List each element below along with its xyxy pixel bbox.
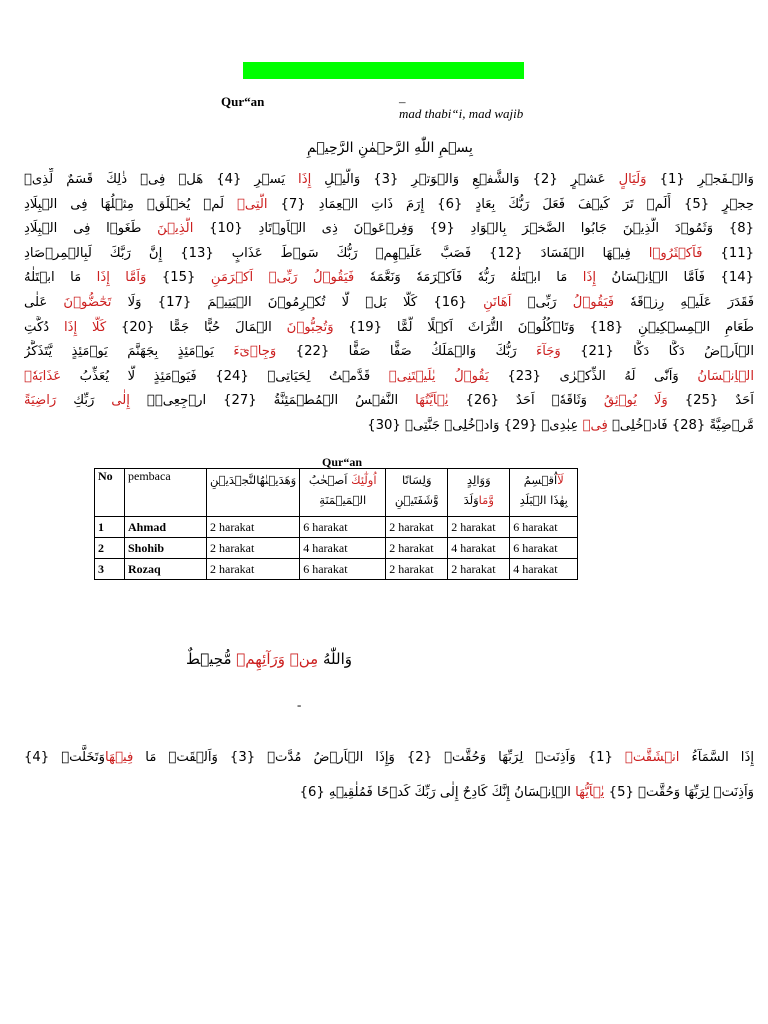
- verse-line: [24, 414, 754, 439]
- highlighted-tajwid-word: مِنۡ وَرَآئِهِمۡ: [236, 650, 319, 668]
- verse-line: [24, 316, 754, 341]
- verse-line: [24, 291, 754, 316]
- highlighted-tajwid-word: وَتُحِبُّوۡنَ: [286, 319, 334, 335]
- arabic-text: إِذَا السَّمَآءُ: [679, 750, 754, 765]
- cell-harakat: 6 harakat: [510, 538, 578, 559]
- highlighted-tajwid-word: يٰۤاَيَّتُهَا: [415, 393, 449, 409]
- verse-line: [24, 193, 754, 218]
- cell-no: 1: [95, 517, 125, 538]
- arabic-text: اَصۡحٰبُ: [308, 473, 352, 487]
- highlighted-tajwid-word: كَلَّا إِذَا: [63, 319, 107, 335]
- document-title: Qur“an: [221, 94, 265, 109]
- title-dash: –: [399, 94, 406, 109]
- header-no: No: [95, 469, 125, 517]
- cell-harakat: 4 harakat: [510, 559, 578, 580]
- highlighted-tajwid-word: إِذَا: [582, 270, 596, 286]
- arabic-text: وَاَذِنَتۡ لِرَبِّهَا وَحُقَّتۡ {5}: [604, 785, 754, 800]
- highlight-bar: [243, 62, 524, 79]
- arabic-text: رَبُّكَ وَالۡمَلَكُ صَفًّا صَفًّا {22}: [276, 344, 537, 360]
- surah-al-fajr-text: [24, 168, 754, 439]
- arabic-text: اُقۡسِمُ: [523, 473, 558, 487]
- highlighted-tajwid-word: وَجَآءَ: [536, 344, 561, 360]
- cell-reader: Shohib: [125, 538, 207, 559]
- highlighted-tajwid-word: اَهَانَنِ: [483, 294, 512, 310]
- highlighted-tajwid-word: فِىۡ: [582, 417, 608, 433]
- verse-line: [24, 168, 754, 193]
- header-reader: pembaca: [125, 469, 207, 517]
- cell-harakat: 2 harakat: [386, 538, 448, 559]
- highlighted-tajwid-word: فَيَقُوۡلُ: [572, 294, 614, 310]
- arabic-text: {8} وَثَمُوۡدَ الَّذِيۡنَ جَابُوا الصَّخۡرَ بِالۡوَادِ {9} وَفِرۡعَوۡنَ ذِى الۡاَوۡتَادِ {10}: [193, 221, 754, 237]
- arabic-text: طَغَوۡا فِى الۡبِلَادِ: [24, 221, 158, 237]
- table-row: [95, 538, 578, 559]
- arabic-text: طَعَامِ الۡمِسۡكِيۡنِ {18} وَتَاۡكُلُوۡنَ التُّرَاثَ اَكۡلًا لَّمًّا {19}: [333, 319, 754, 335]
- arabic-text: وَتَخَلَّتۡ {4}: [24, 750, 105, 765]
- highlighted-tajwid-word: الَّذِيۡنَ: [157, 221, 194, 237]
- highlighted-tajwid-word: انۡشَقَّتۡ: [624, 750, 680, 765]
- highlighted-tajwid-word: إِذَا: [298, 172, 312, 187]
- arabic-text: لَمۡ يُخۡلَقۡ مِثۡلُهَا فِى الۡبِلَادِ: [24, 196, 237, 212]
- cell-harakat: 2 harakat: [448, 559, 510, 580]
- highlighted-tajwid-word: وَاَمَّا إِذَا: [96, 270, 147, 286]
- verse-line: [24, 217, 754, 242]
- basmala: بِسۡمِ اللّٰهِ الرَّحۡمٰنِ الرَّحِيۡمِ: [307, 140, 473, 156]
- arabic-text: اَحَدٌ {25}: [667, 393, 754, 409]
- cell-reader: Rozaq: [125, 559, 207, 580]
- cell-harakat: 6 harakat: [300, 559, 386, 580]
- document-subtitle: mad thabi“i, mad wajib: [399, 106, 524, 121]
- cell-harakat: 6 harakat: [300, 517, 386, 538]
- table-title: Qur“an: [322, 455, 363, 469]
- arabic-text: الۡمَيۡمَنَةِ: [319, 493, 367, 507]
- header-verse-2: [300, 469, 386, 517]
- cell-harakat: 6 harakat: [510, 517, 578, 538]
- arabic-text: بِهٰذَا الۡبَلَدِ: [519, 493, 568, 507]
- verse-line: [24, 266, 754, 291]
- header-verse-4: [448, 469, 510, 517]
- highlighted-tajwid-word: الۡاِنۡسَانُ: [697, 368, 754, 384]
- highlighted-tajwid-word: يَقُوۡلُ يٰلَيۡتَنِىۡ: [388, 368, 489, 384]
- verse-line: [24, 340, 754, 365]
- cell-harakat: 2 harakat: [448, 517, 510, 538]
- verse-line: [24, 775, 754, 810]
- arabic-text: فِيۡهَا الۡفَسَادَ {12} فَصَبَّ عَلَيۡهِمۡ رَبُّكَ سَوۡطَ عَذَابٍ {13} إِنَّ رَبَّكَ لَبِالۡمِرۡصَادِ: [24, 245, 649, 261]
- arabic-text: النَّجۡدَيۡنِ: [210, 473, 260, 487]
- highlighted-tajwid-word: وَلَيَالٍ: [618, 172, 647, 187]
- cell-no: 3: [95, 559, 125, 580]
- separator-dash: -: [297, 697, 302, 712]
- highlighted-tajwid-word: الَّتِىۡ: [236, 196, 268, 212]
- arabic-text: وَاَنّٰى لَهُ الذِّكۡرٰى {23}: [488, 368, 698, 384]
- cell-harakat: 2 harakat: [207, 517, 300, 538]
- arabic-text: الۡمَالَ حُبًّا جَمًّا {20}: [106, 319, 287, 335]
- arabic-text: وَوَالِدٍ: [466, 473, 491, 487]
- highlighted-tajwid-word: عَذَابَهٗۤ: [24, 368, 62, 384]
- highlighted-tajwid-word: وَّمَا: [478, 493, 494, 507]
- highlighted-tajwid-word: فِيۡهَا: [104, 750, 134, 765]
- arabic-text: وَلَدَ: [463, 493, 479, 507]
- cell-no: 2: [95, 538, 125, 559]
- arabic-text: {14} فَاَمَّا الۡاِنۡسَانُ: [596, 270, 754, 286]
- arabic-text: مَا ابۡتَلٰهُ رَبُّهٗ فَاَكۡرَمَهٗ وَنَعَّمَهٗ: [354, 270, 583, 286]
- highlighted-tajwid-word: لَآ: [557, 473, 564, 487]
- arabic-text: وَثَاقَهٗۤ اَحَدٌ {26}: [448, 393, 604, 409]
- cell-harakat: 4 harakat: [300, 538, 386, 559]
- highlighted-tajwid-word: يٰۤاَيُّهَا: [575, 785, 605, 800]
- cell-harakat: 2 harakat: [386, 559, 448, 580]
- arabic-text: عَلٰى: [24, 294, 64, 310]
- cell-harakat: 2 harakat: [207, 559, 300, 580]
- verse-line: [24, 242, 754, 267]
- table-row: [95, 559, 578, 580]
- arabic-text: الۡاِنۡسَانُ إِنَّكَ كَادِحٌ إِلٰى رَبِّكَ كَدۡحًا فَمُلٰقِيۡهِ {6}: [299, 785, 576, 800]
- arabic-text: {1} وَاَذِنَتۡ لِرَبِّهَا وَحُقَّتۡ {2} وَإِذَا الۡاَرۡضُ مُدَّتۡ {3} وَاَلۡقَتۡ مَا: [133, 750, 625, 765]
- highlighted-tajwid-word: فَيَقُوۡلُ رَبِّىۡ اَكۡرَمَنِ: [210, 270, 355, 286]
- arabic-text: وَلِسَانًا: [401, 473, 432, 487]
- arabic-text: يَسۡرِ {4} هَلۡ فِىۡ ذٰلِكَ قَسَمٌ لِّذِىۡ: [24, 172, 299, 187]
- arabic-text: مَا ابۡتَلٰهُ: [24, 270, 97, 286]
- verse-line: [24, 389, 754, 414]
- cell-harakat: 4 harakat: [448, 538, 510, 559]
- highlighted-tajwid-word: إِلٰى: [111, 393, 130, 409]
- arabic-text: {11}: [702, 245, 754, 261]
- arabic-text: وَالۡـفَجۡرِ {1}: [646, 172, 754, 187]
- arabic-text: حِجۡرٍ {5} أَلَمۡ تَرَ كَيۡفَ فَعَلَ رَبُّكَ بِعَادٍ {6} إِرَمَ ذَاتِ الۡعِمَادِ {7}: [267, 196, 754, 212]
- cell-reader: Ahmad: [125, 517, 207, 538]
- tajwid-table: [94, 468, 578, 580]
- arabic-text: الۡاَرۡضُ دَكًّا دَكًّا {21}: [560, 344, 754, 360]
- arabic-text: وَاللّٰهُ: [318, 650, 352, 668]
- highlighted-tajwid-word: رَاضِيَةً: [24, 393, 57, 409]
- arabic-text: دُكَّتِ: [24, 319, 64, 335]
- arabic-text: عِبٰدِىۡ {29} وَادۡخُلِىۡ جَنَّتِىۡ {30}: [367, 417, 583, 433]
- verse-al-buruj-20: [186, 650, 352, 668]
- arabic-text: فَقَدَرَ عَلَيۡهِ رِزۡقَهٗ: [614, 294, 754, 310]
- cell-harakat: 2 harakat: [207, 538, 300, 559]
- arabic-text: عَشۡرٍ {2} وَالشَّفۡعِ وَالۡوَتۡرِ {3} وَالَّيۡلِ: [311, 172, 619, 187]
- highlighted-tajwid-word: اُولٰٓئِكَ: [351, 473, 377, 487]
- header-verse-3: [386, 469, 448, 517]
- highlighted-tajwid-word: وَلَا يُوۡثِقُ: [603, 393, 668, 409]
- verse-line: [24, 365, 754, 390]
- table-row: [95, 517, 578, 538]
- arabic-text: يَوۡمَئِذٍ بِجَهَنَّمَ يَوۡمَئِذٍ يَّتَذَكَّرُ: [24, 344, 234, 360]
- arabic-text: وَّشَفَتَيۡنِ: [394, 493, 439, 507]
- highlighted-tajwid-word: فَاَكۡثَرُوۡا: [648, 245, 703, 261]
- arabic-text: {15}: [146, 270, 211, 286]
- arabic-text: مَّرۡضِيَّةً {28} فَادۡخُلِىۡ: [607, 417, 754, 433]
- arabic-text: قَدَّمۡتُ لِحَيَاتِىۡ {24} فَيَوۡمَئِذٍ لَّا يُعَذِّبُ: [61, 368, 389, 384]
- arabic-text: وَهَدَيۡنٰهُ: [259, 473, 297, 487]
- header-verse-5: [510, 469, 578, 517]
- highlighted-tajwid-word: وَجِاۡىٓءَ: [233, 344, 277, 360]
- arabic-text: رَبِّىۡ: [511, 294, 573, 310]
- cell-harakat: 2 harakat: [386, 517, 448, 538]
- arabic-text: النَّفۡسُ الۡمُطۡمَئِنَّةُ {27} ارۡجِعِىۡۤ: [129, 393, 416, 409]
- arabic-text: رَبِّكِ: [56, 393, 112, 409]
- arabic-text: مُّحِيۡطٌ: [186, 650, 237, 668]
- surah-al-insyiqaq-text: [24, 740, 754, 810]
- header-verse-1: [207, 469, 300, 517]
- arabic-text: {16} كَلَّا بَلۡ لَّا تُكۡرِمُوۡنَ الۡيَتِيۡمَ {17} وَلَا: [111, 294, 484, 310]
- table-header-row: [95, 469, 578, 517]
- verse-line: [24, 740, 754, 775]
- highlighted-tajwid-word: تَحٰٓضُّوۡنَ: [63, 294, 112, 310]
